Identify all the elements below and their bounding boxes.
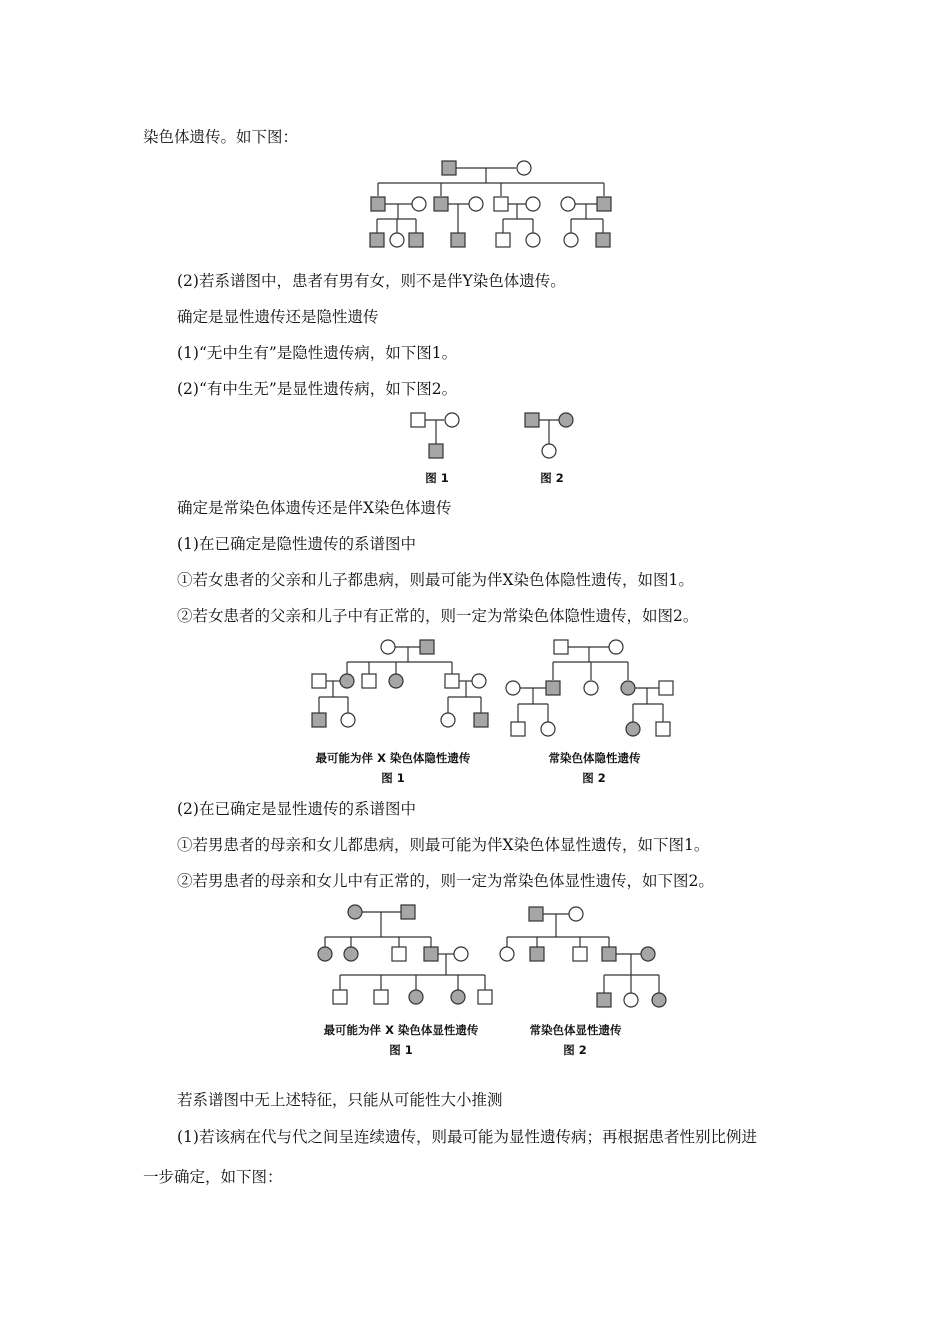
affected-male-square (451, 233, 465, 247)
affected-male-square (596, 233, 610, 247)
affected-male-square (525, 413, 539, 427)
unaffected-female-circle (609, 640, 623, 654)
unaffected-female-circle (381, 640, 395, 654)
unaffected-male-square (573, 947, 587, 961)
affected-female-circle (340, 674, 354, 688)
caption-xr-fig: 图 1 (381, 771, 405, 785)
text-paragraph: ②若男患者的母亲和女儿中有正常的，则一定为常染色体显性遗传，如下图2。 (177, 872, 714, 890)
caption-dr-fig2: 图 2 (540, 471, 564, 485)
unaffected-female-circle (569, 907, 583, 921)
unaffected-male-square (392, 947, 406, 961)
affected-male-square (602, 947, 616, 961)
unaffected-male-square (511, 722, 525, 736)
unaffected-male-square (362, 674, 376, 688)
affected-male-square (401, 905, 415, 919)
affected-male-square (370, 233, 384, 247)
unaffected-female-circle (584, 681, 598, 695)
affected-male-square (597, 197, 611, 211)
unaffected-female-circle (541, 722, 555, 736)
unaffected-female-circle (412, 197, 426, 211)
affected-male-square (420, 640, 434, 654)
affected-male-square (474, 713, 488, 727)
unaffected-female-circle (441, 713, 455, 727)
affected-male-square (546, 681, 560, 695)
affected-female-circle (559, 413, 573, 427)
affected-male-square (597, 993, 611, 1007)
unaffected-male-square (411, 413, 425, 427)
affected-male-square (442, 161, 456, 175)
unaffected-male-square (659, 681, 673, 695)
affected-male-square (434, 197, 448, 211)
unaffected-male-square (496, 233, 510, 247)
unaffected-female-circle (500, 947, 514, 961)
affected-female-circle (389, 674, 403, 688)
caption-xr-title: 最可能为伴 X 染色体隐性遗传 (315, 751, 471, 765)
affected-female-circle (626, 722, 640, 736)
section-heading: 若系谱图中无上述特征，只能从可能性大小推测 (177, 1091, 503, 1109)
unaffected-female-circle (472, 674, 486, 688)
affected-female-circle (621, 681, 635, 695)
affected-female-circle (318, 947, 332, 961)
unaffected-male-square (656, 722, 670, 736)
text-paragraph: ②若女患者的父亲和儿子中有正常的，则一定为常染色体隐性遗传，如图2。 (177, 607, 699, 625)
caption-ad-title: 常染色体显性遗传 (529, 1023, 622, 1037)
unaffected-female-circle (561, 197, 575, 211)
affected-female-circle (348, 905, 362, 919)
unaffected-male-square (478, 990, 492, 1004)
text-paragraph: (2)“有中生无”是显性遗传病，如下图2。 (177, 380, 458, 398)
unaffected-male-square (333, 990, 347, 1004)
unaffected-female-circle (454, 947, 468, 961)
unaffected-male-square (312, 674, 326, 688)
affected-male-square (312, 713, 326, 727)
text-paragraph: (2)若系谱图中，患者有男有女，则不是伴Y染色体遗传。 (177, 272, 566, 290)
affected-male-square (371, 197, 385, 211)
affected-female-circle (409, 990, 423, 1004)
caption-ar-fig: 图 2 (582, 771, 606, 785)
caption-xd-title: 最可能为伴 X 染色体显性遗传 (323, 1023, 479, 1037)
unaffected-male-square (374, 990, 388, 1004)
text-paragraph: (2)在已确定是显性遗传的系谱图中 (177, 800, 416, 818)
caption-ar-title: 常染色体隐性遗传 (548, 751, 641, 765)
unaffected-female-circle (506, 681, 520, 695)
unaffected-male-square (554, 640, 568, 654)
unaffected-female-circle (390, 233, 404, 247)
affected-female-circle (641, 947, 655, 961)
text-paragraph: ①若男患者的母亲和女儿都患病，则最可能为伴X染色体显性遗传，如下图1。 (177, 836, 710, 854)
affected-female-circle (652, 993, 666, 1007)
caption-ad-fig: 图 2 (563, 1043, 587, 1057)
unaffected-female-circle (526, 233, 540, 247)
text-paragraph: (1)“无中生有”是隐性遗传病，如下图1。 (177, 344, 458, 362)
unaffected-female-circle (526, 197, 540, 211)
text-paragraph: ①若女患者的父亲和儿子都患病，则最可能为伴X染色体隐性遗传，如图1。 (177, 571, 694, 589)
unaffected-female-circle (542, 444, 556, 458)
affected-female-circle (451, 990, 465, 1004)
unaffected-female-circle (564, 233, 578, 247)
caption-xd-fig: 图 1 (389, 1043, 413, 1057)
affected-male-square (429, 444, 443, 458)
affected-female-circle (344, 947, 358, 961)
text-paragraph: 染色体遗传。如下图： (143, 128, 299, 146)
affected-male-square (409, 233, 423, 247)
unaffected-male-square (494, 197, 508, 211)
section-heading: 确定是显性遗传还是隐性遗传 (177, 308, 379, 326)
unaffected-male-square (445, 674, 459, 688)
caption-dr-fig1: 图 1 (425, 471, 449, 485)
affected-male-square (424, 947, 438, 961)
text-paragraph: 一步确定，如下图： (143, 1168, 283, 1186)
unaffected-female-circle (469, 197, 483, 211)
text-paragraph: (1)在已确定是隐性遗传的系谱图中 (177, 535, 416, 553)
unaffected-female-circle (445, 413, 459, 427)
unaffected-female-circle (341, 713, 355, 727)
section-heading: 确定是常染色体遗传还是伴X染色体遗传 (177, 499, 452, 517)
unaffected-female-circle (624, 993, 638, 1007)
unaffected-female-circle (517, 161, 531, 175)
affected-male-square (530, 947, 544, 961)
affected-male-square (529, 907, 543, 921)
text-paragraph: (1)若该病在代与代之间呈连续遗传，则最可能为显性遗传病；再根据患者性别比例进 (177, 1128, 757, 1146)
